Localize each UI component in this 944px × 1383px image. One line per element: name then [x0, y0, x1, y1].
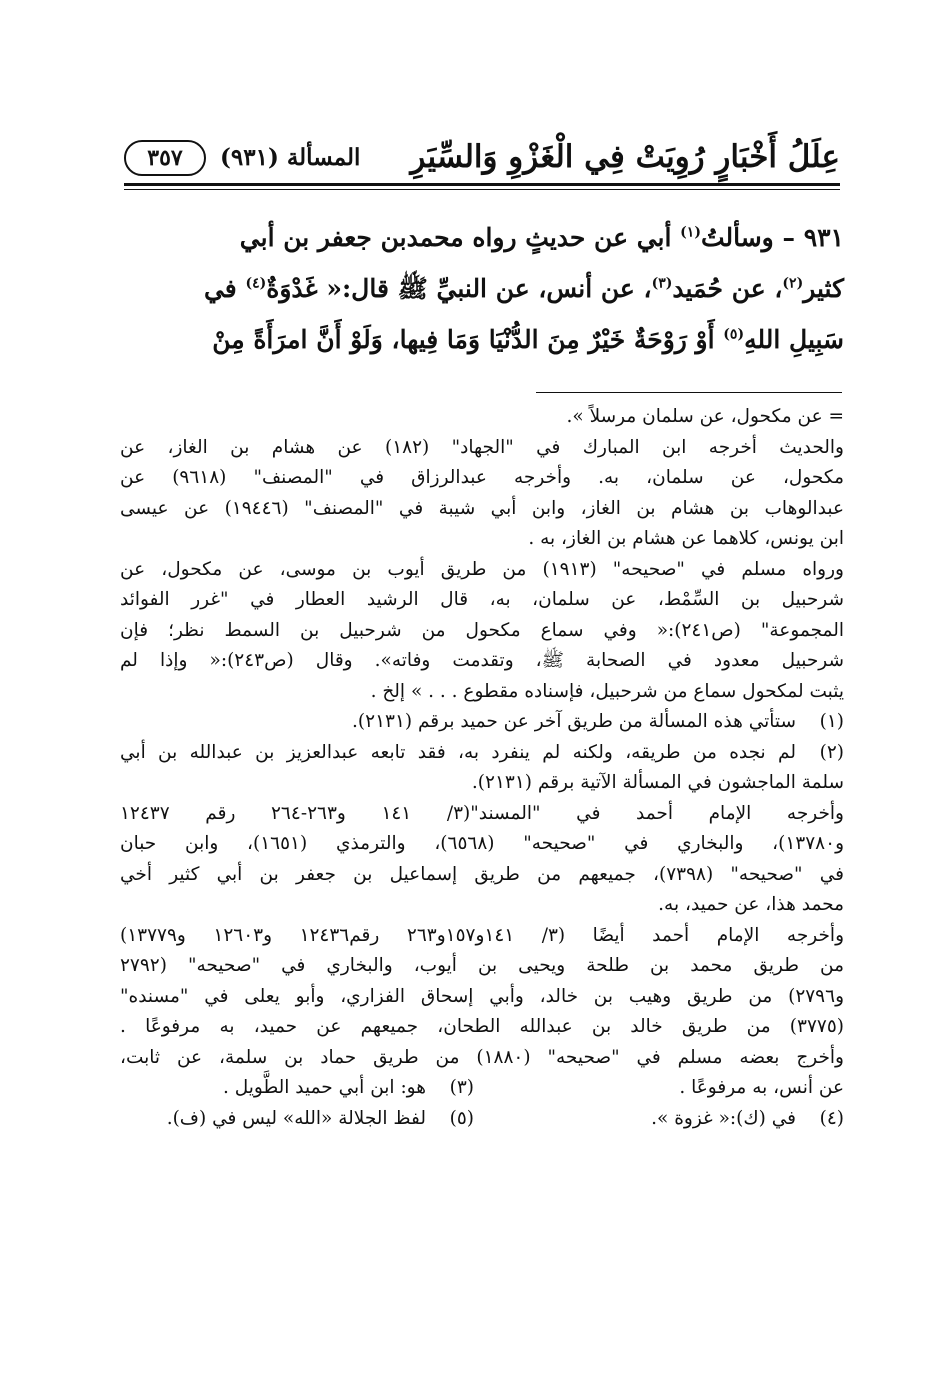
footnote-line: ورواه مسلم في "صحيحه" (١٩١٣) من طريق أيوب بن موسى، عن مكحول، عن [120, 558, 844, 580]
page-number-badge: ٣٥٧ [124, 140, 206, 176]
footnote-number: (٣) [449, 1077, 474, 1098]
footnote-line: عبدالوهاب بن هشام بن الغاز، وابن أبي شيبة في "المصنف" (١٩٤٤٦) عن عيسى [120, 497, 844, 519]
footnote-line: محمد هذا، عن حميد، به. [658, 894, 844, 915]
footnote-line: و٢٧٩٦) من طريق وهيب بن خالد، وأبي إسحاق الفزاري، وأبو يعلى في "مسنده" [120, 985, 844, 1007]
footnote-1 [120, 707, 844, 738]
footnote-ref-2[interactable]: (٢) [782, 275, 804, 292]
footnote-4 [651, 1104, 844, 1135]
main-text [122, 212, 844, 365]
footnote-line: (٣٧٧٥) من طريق خالد بن عبدالله الطحان، جميعهم عن حميد، به مرفوعًا . [120, 1016, 844, 1037]
header-rule-thick [124, 183, 840, 186]
footnote-number: (٤) [819, 1107, 844, 1129]
footnote-line: وأخرجه الإمام أحمد في "المسند"(٣/ ١٤١ و٢٦٣-٢٦٤ رقم ١٢٤٣٧ [120, 802, 844, 824]
footnote-line: المجموعة" (ص٢٤١):« وفي سماع مكحول من شرحبيل بن السمط نظر؛ فإن [120, 619, 844, 641]
footnote-separator [536, 392, 842, 393]
main-text-segment: أَوْ رَوْحَةٌ خَيْرٌ مِنَ الدُّنْيَا وَمَا فِيها، وَلَوْ أَنَّ امرَأَةً مِنْ [212, 325, 715, 354]
main-text-segment: وسألتُ [700, 223, 774, 252]
footnote-5 [167, 1104, 474, 1135]
footnote-row-4-5 [120, 1104, 844, 1135]
footnote-row-2-3 [120, 1073, 844, 1104]
footnote-number: (٥) [449, 1107, 474, 1129]
footnote-line: يثبت لمكحول سماع من شرحبيل، فإسناده مقطوع . . . » إلخ . [370, 680, 844, 702]
footnote-line: وأخرجه الإمام أحمد أيضًا (٣/ ١٤١و١٥٧و٢٦٣ رقم١٢٤٣٦ و١٢٦٠٣ و١٣٧٧٩) [120, 924, 844, 946]
main-text-segment: في [203, 274, 237, 303]
footnote-number: (٢) [819, 741, 844, 763]
footnote-line: ستأتي هذه المسألة من طريق آخر عن حميد برقم (٢١٣١). [352, 711, 796, 732]
main-text-segment: ، عن حُمَيد [672, 274, 783, 303]
footnote-ref-5[interactable]: (٥) [723, 326, 745, 343]
footnote-ref-1[interactable]: (١) [680, 224, 701, 241]
main-line-3 [122, 314, 844, 365]
page-header [124, 135, 840, 185]
footnote-2-last-line: عن أنس، به مرفوعًا . [679, 1077, 844, 1098]
footnote-line: في "صحيحه" (٧٣٩٨)، جميعهم من طريق إسماعيل بن جعفر بن أبي كثير أخي [120, 863, 844, 885]
footnote-line: من طريق محمد بن طلحة ويحيى بن أيوب، والبخاري في "صحيحه" (٢٧٩٢ [120, 955, 844, 976]
footnote-text: في (ك):« غزوة ». [651, 1107, 796, 1129]
book-title: عِلَلُ أَخْبَارٍ رُوِيَتْ فِي الْغَزْوِ وَالسِّيَرِ [410, 139, 840, 175]
footnote-line: ابن يونس، كلاهما عن هشام بن الغاز، به . [528, 528, 844, 549]
footnote-line: شرحبيل بن السِّمْط، عن سلمان، به، قال الرشيد العطار في "غرر الفوائد [120, 589, 844, 610]
footnote-number: (١) [819, 711, 844, 732]
main-text-segment: أبي عن حديثٍ رواه محمدبن جعفر بن أبي [239, 223, 672, 252]
header-rule-thin [124, 189, 840, 190]
footnote-line: شرحبيل معدود في الصحابة ﷺ، وتقدمت وفاته». وقال (ص٢٤٣):« وإذا لم [120, 650, 844, 671]
main-line-2 [122, 263, 844, 314]
issue-number: ٩٣١ – [782, 223, 844, 252]
footnote-3 [223, 1073, 474, 1104]
main-text-segment: كثير [803, 274, 844, 303]
footnote-text: لفظ الجلالة «الله» ليس في (ف). [166, 1107, 426, 1129]
footnote-line: لم نجده من طريقه، ولكنه لم ينفرد به، فقد تابعه عبدالعزيز بن عبدالله بن أبي [120, 741, 796, 763]
issue-label: المسألة (٩٣١) [220, 144, 361, 171]
main-text-segment: سَبِيلِ اللهِ [744, 325, 844, 354]
footnote-line: والحديث أخرجه ابن المبارك في "الجهاد" (١٨٢) عن هشام بن الغاز، عن [120, 436, 844, 458]
footnote-text: هو: ابن أبي حميد الطَّويل . [222, 1077, 426, 1098]
footnote-continuation [120, 402, 844, 707]
footnote-line: = عن مكحول، عن سلمان مرسلاً ». [566, 406, 844, 427]
main-text-segment: ، عن أنس، عن النبيِّ ﷺ قال:« غَدْوَةٌ [266, 274, 652, 303]
main-line-1 [122, 212, 844, 263]
footnote-line: مكحول، عن سلمان، به. وأخرجه عبدالرزاق في "المصنف" (٩٦١٨) عن [120, 467, 844, 488]
footnote-line: وأخرج بعضه مسلم في "صحيحه" (١٨٨٠) من طريق حماد بن سلمة، عن ثابت، [120, 1046, 844, 1068]
footnote-2-body [120, 768, 844, 1073]
footnote-ref-3[interactable]: (٣) [651, 275, 673, 292]
footnote-line: سلمة الماجشون في المسألة الآتية برقم (٢١٣١). [471, 772, 844, 793]
footnotes [120, 402, 844, 1134]
footnote-ref-4[interactable]: (٤) [245, 275, 267, 292]
footnote-line: و١٣٧٨٠)، والبخاري في "صحيحه" (٦٥٦٨)، والترمذي (١٦٥١)، وابن حبان [120, 833, 844, 854]
footnote-2 [120, 738, 844, 769]
